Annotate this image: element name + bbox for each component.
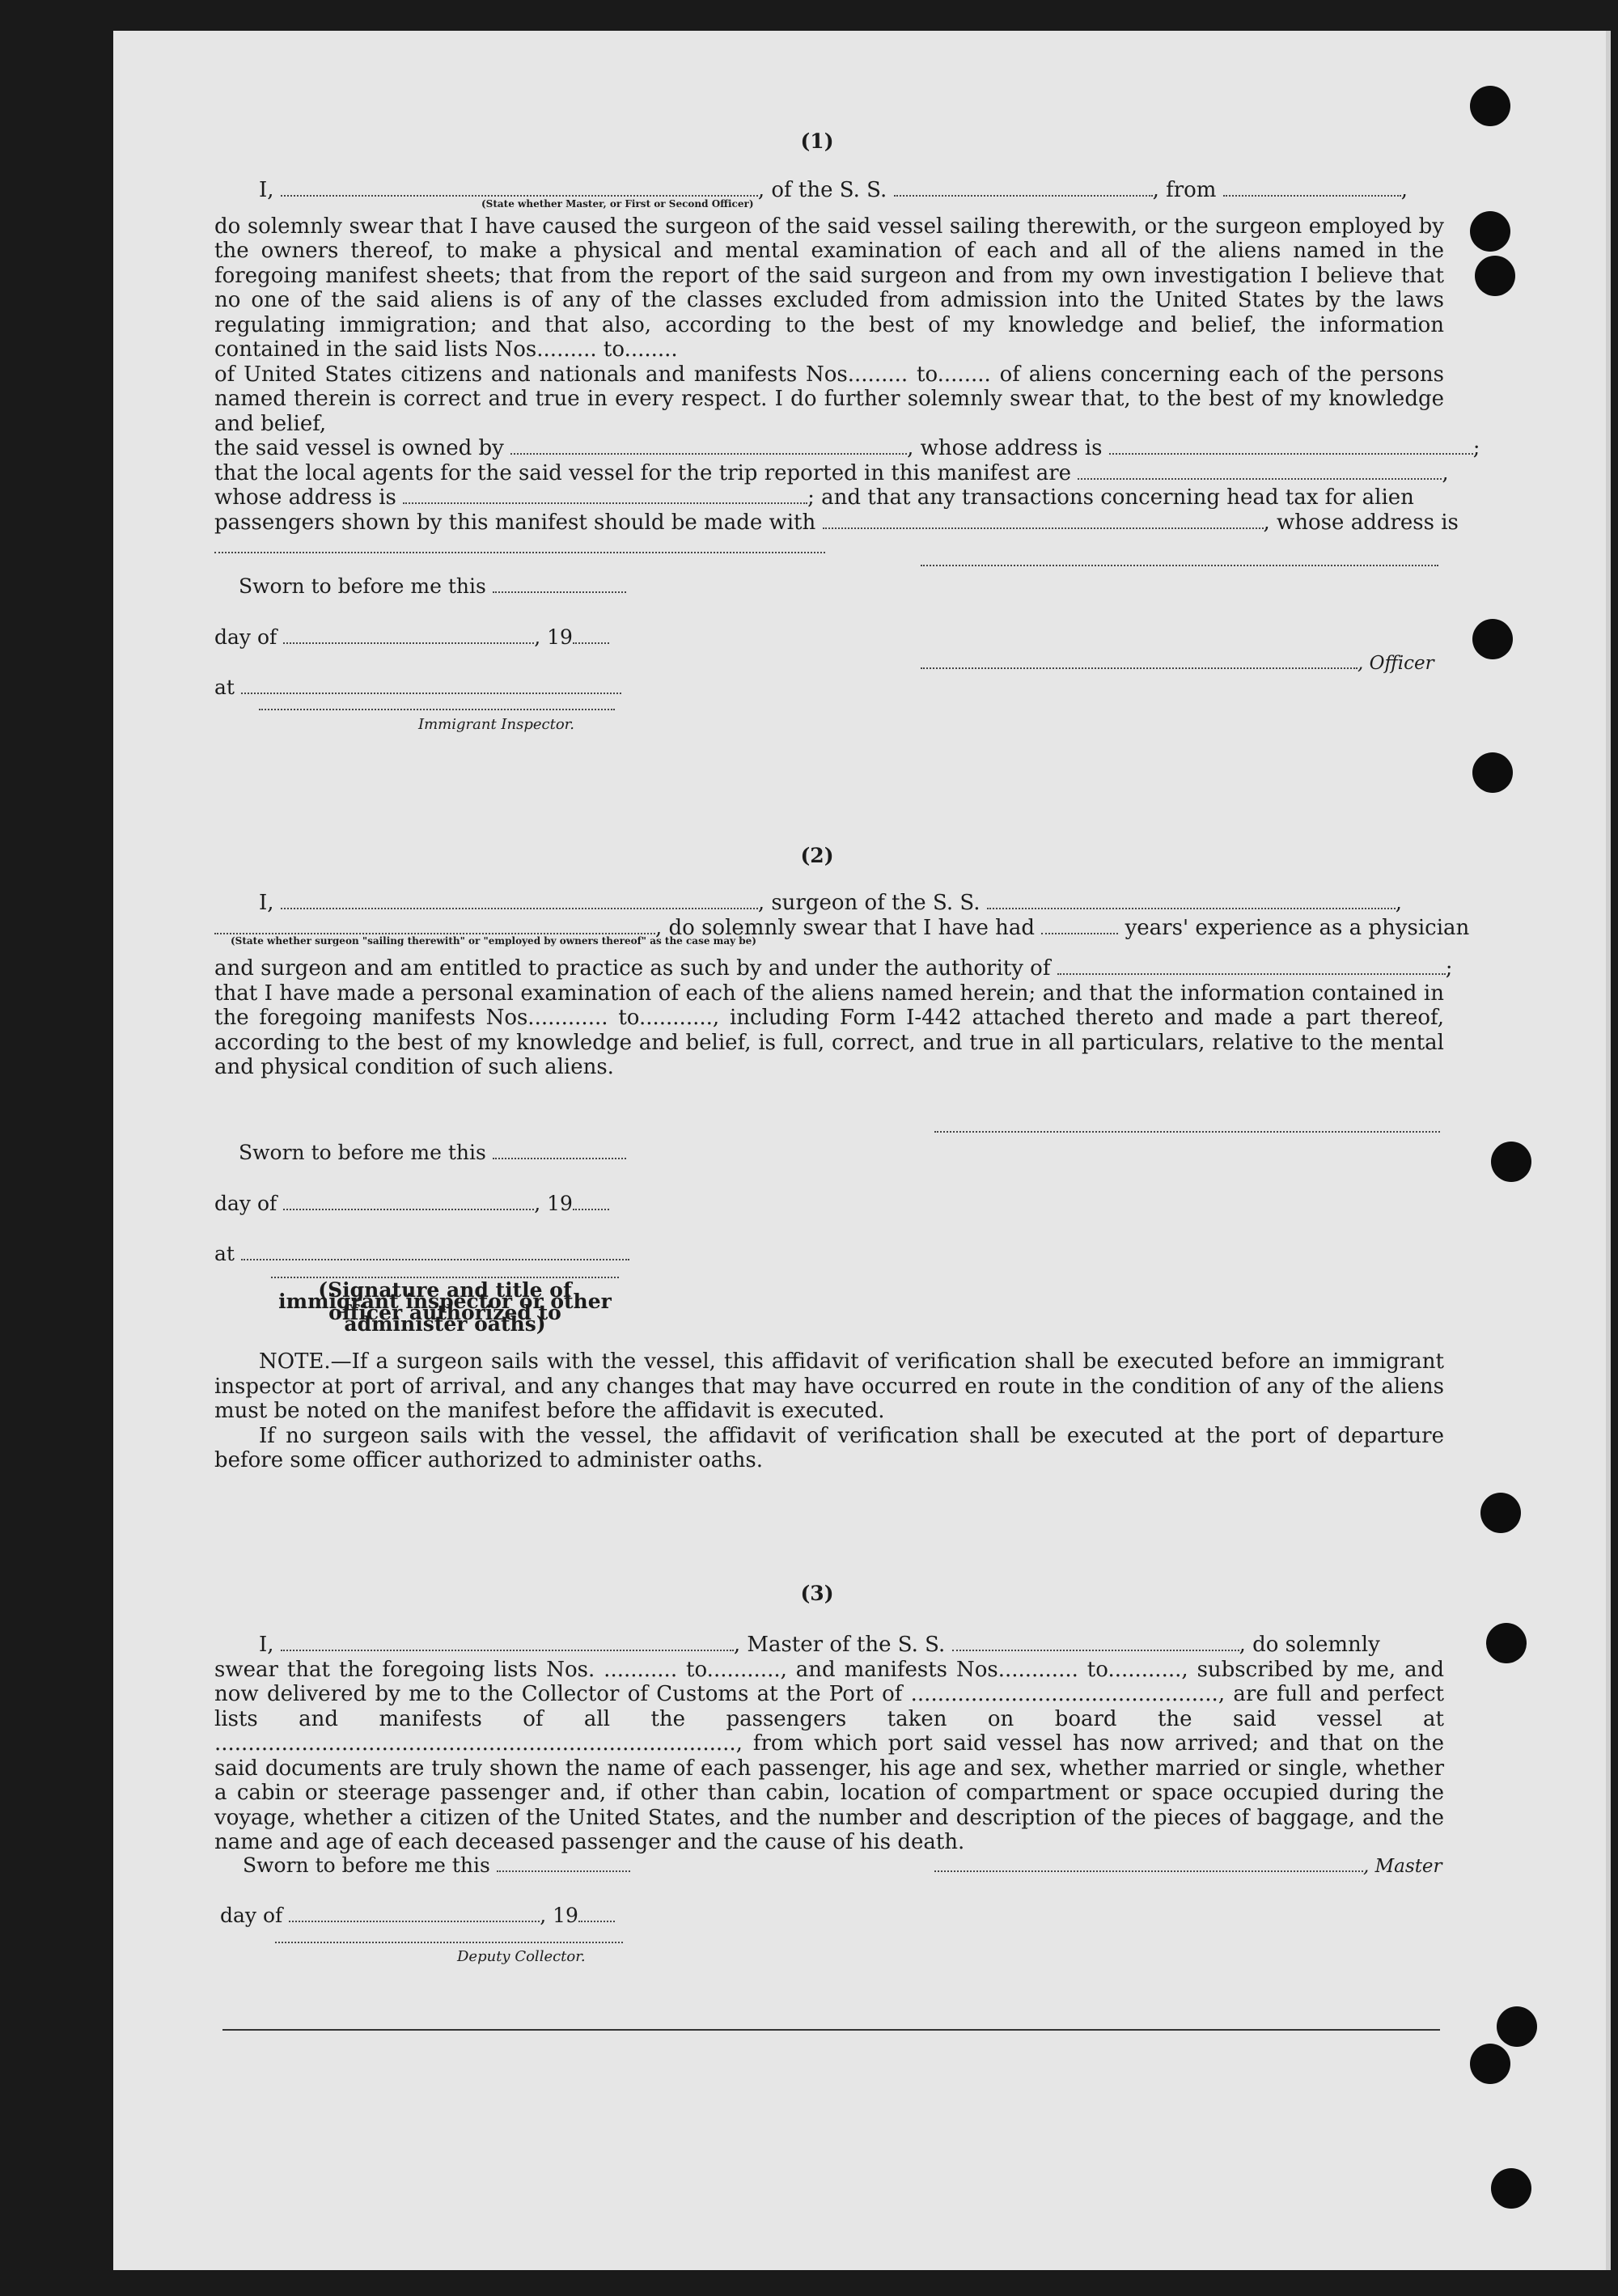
head-tax-blank xyxy=(823,511,1264,529)
head-tax-address-blank xyxy=(214,536,825,553)
day-line-1: day of , 19 xyxy=(214,625,609,649)
punch-hole xyxy=(1472,619,1513,659)
punch-hole xyxy=(1475,256,1515,296)
punch-hole xyxy=(1472,752,1513,793)
inspector-signature-line xyxy=(259,709,615,710)
punch-hole xyxy=(1491,2168,1531,2209)
punch-hole xyxy=(1470,211,1510,252)
section-2-number: (2) xyxy=(800,844,834,867)
oath-line-1: I, , of the S. S. , from , xyxy=(259,178,1408,202)
punch-hole xyxy=(1491,1142,1531,1182)
authorized-officer-caption: (Signature and title of immigrant inspector or other officer authorized to administer oaths) xyxy=(278,1278,612,1336)
officer-line: , Officer xyxy=(921,650,1434,674)
inspector-caption: Immigrant Inspector. xyxy=(418,716,575,733)
owner-blank xyxy=(510,437,907,455)
agents-blank xyxy=(1078,462,1442,480)
day-line-3: day of , 19 xyxy=(220,1904,615,1927)
master-vessel-blank xyxy=(952,1633,1239,1651)
section-3-oath: I, , Master of the S. S. , do solemnly swear that the foregoing lists Nos. ........... to..........., and manifests Nos............ to..........., subscribed by me, and now delivered by me to the Collector of Customs at the Port of .............................................., are full and perfect lists and manifests of all the passengers taken on board the said vessel at .............................................................................., from which port said vessel has now arrived; and that on the said documents are truly shown the name of each passenger, his age and sex, whether married or single, whether a cabin or steerage passenger and, if other than cabin, location of compartment or space occupied during the voyage, whether a citizen of the United States, and the number and description of the pieces of baggage, and the name and age of each deceased passenger and the cause of his death. xyxy=(214,1633,1444,1854)
day-line-2: day of , 19 xyxy=(214,1192,609,1215)
at-line-1: at xyxy=(214,676,621,699)
from-blank xyxy=(1223,179,1401,197)
surgeon-name-blank xyxy=(281,892,758,909)
punch-hole xyxy=(1497,2006,1537,2047)
master-signature-line: , Master xyxy=(934,1853,1442,1877)
section-3-number: (3) xyxy=(800,1582,834,1605)
punch-hole xyxy=(1470,86,1510,126)
punch-hole xyxy=(1470,2044,1510,2084)
sworn-line-1: Sworn to before me this xyxy=(239,574,626,598)
collector-signature-line xyxy=(275,1942,623,1943)
section-1-oath: I, , of the S. S. , from , (State whether Master, or First or Second Officer) do solemnly swear that I have caused the surgeon of the said vessel sailing therewith, or the surgeon employed by the owners thereof, to make a physical and mental examination of each and all of the aliens named in the foregoing manifest sheets; that from the report of the said surgeon and from my own investigation I believe that no one of the said aliens is of any of the classes excluded from admission into the United States by the laws regulating immigration; and that also, according to the best of my knowledge and belief, the information contained in the said lists Nos......... to........ of United States citizens and nationals and manifests Nos......... to........ of aliens concerning each of the persons named therein is correct and true in every respect. I do further solemnly swear that, to the best of my knowledge and belief, the said vessel is owned by , whose address is ; that the local agents for the said vessel for the trip reported in this manifest are , whose address is ; and that any transactions concerning head tax for alien passengers shown by this manifest should be made with , whose address is xyxy=(214,178,1444,560)
surgeon-oath-body: that I have made a personal examination of each of the aliens named herein; and that the information contained in the foregoing manifests Nos............ to..........., including Form I-442 attached thereto and made a part thereof, according to the best of my knowledge and belief, is full, correct, and true in all particulars, relative to the mental and physical condition of such aliens. xyxy=(214,981,1444,1079)
officer-signature-top-line xyxy=(921,565,1438,566)
collector-caption: Deputy Collector. xyxy=(457,1948,586,1965)
surgeon-signature-line xyxy=(934,1131,1440,1133)
form-sheet xyxy=(113,31,1611,2270)
section-1-number: (1) xyxy=(800,129,834,153)
sworn-line-3: Sworn to before me this xyxy=(243,1853,630,1877)
master-name-blank xyxy=(281,1633,734,1651)
oath-body-2: of United States citizens and nationals and manifests Nos......... to........ of aliens concerning each of the persons named therein is correct and true in every respect. I do further solemnly swear that, to the best of my knowledge and belief, xyxy=(214,362,1444,436)
at-line-2: at xyxy=(214,1242,629,1265)
punch-hole xyxy=(1480,1493,1521,1533)
section-2-oath: I, , surgeon of the S. S. , , do solemnly swear that I have had years' experience as a physician (State whether surgeon "sailing therewith" or "employed by owners thereof" as the case may be) and surgeon and am entitled to practice as such by and under the authority of ; that I have made a personal examination of each of the aliens named herein; and that the information contained in the foregoing manifests Nos............ to..........., including Form I-442 attached thereto and made a part thereof, according to the best of my knowledge and belief, is full, correct, and true in all particulars, relative to the mental and physical condition of such aliens. xyxy=(214,891,1470,1079)
agent-address-blank xyxy=(403,486,807,504)
years-blank xyxy=(1041,917,1118,934)
punch-hole xyxy=(1486,1623,1527,1663)
surgeon-status-blank xyxy=(214,917,655,934)
owner-address-blank xyxy=(1109,437,1473,455)
vessel-blank xyxy=(894,179,1153,197)
master-oath-body: swear that the foregoing lists Nos. ........... to..........., and manifests Nos............ to..........., subscribed by me, and now delivered by me to the Collector of Customs at the Port of .............................................., are full and perfect lists and manifests of all the passengers taken on board the said vessel at .............................................................................., from which port said vessel has now arrived; and that on the said documents are truly shown the name of each passenger, his age and sex, whether married or single, whether a cabin or steerage passenger and, if other than cabin, location of compartment or space occupied during the voyage, whether a citizen of the United States, and the number and description of the pieces of baggage, and the name and age of each deceased passenger and the cause of his death. xyxy=(214,1657,1444,1854)
rank-hint: (State whether Master, or First or Second Officer) xyxy=(481,197,754,210)
surgeon-status-hint: (State whether surgeon "sailing therewith" or "employed by owners thereof" as the case may be) xyxy=(231,935,756,947)
oath-body: do solemnly swear that I have caused the surgeon of the said vessel sailing therewith, or the surgeon employed by the owners thereof, to make a physical and mental examination of each and all of the aliens named in the foregoing manifest sheets; that from the report of the said surgeon and from my own investigation I believe that no one of the said aliens is of any of the classes excluded from admission into the United States by the laws regulating immigration; and that also, according to the best of my knowledge and belief, the information contained in the said lists Nos......... to........ xyxy=(214,214,1444,362)
surgeon-vessel-blank xyxy=(987,892,1396,909)
section-2-note: NOTE.—If a surgeon sails with the vessel, this affidavit of verification shall be executed before an immigrant inspector at port of arrival, and any changes that may have occurred en route in the condition of any of the aliens must be noted on the manifest before the affidavit is executed. If no surgeon sails with the vessel, the affidavit of verification shall be executed at the port of departure before some officer authorized to administer oaths. xyxy=(214,1349,1444,1472)
authority-blank xyxy=(1057,957,1446,975)
name-blank xyxy=(281,179,758,197)
sworn-line-2: Sworn to before me this xyxy=(239,1141,626,1164)
bottom-rule xyxy=(222,2029,1440,2031)
